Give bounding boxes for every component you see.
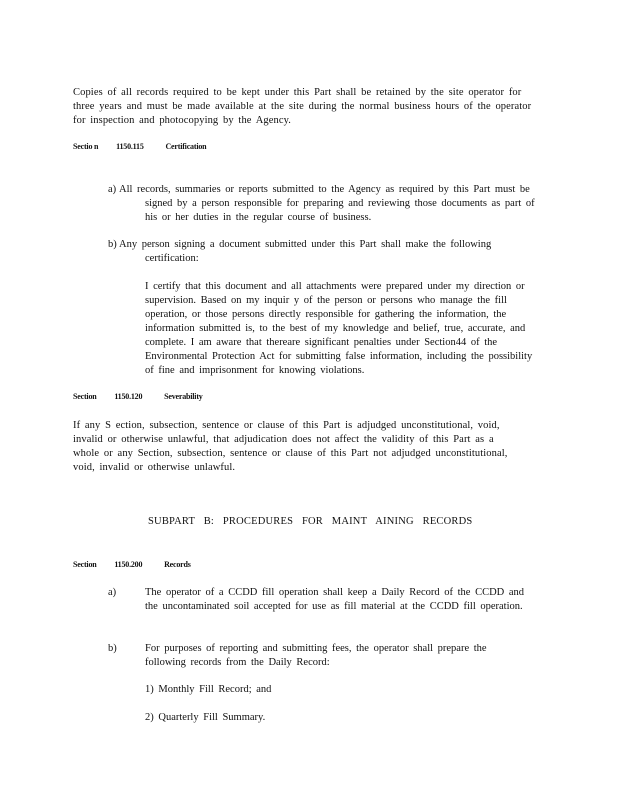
records-item-a: The operator of a CCDD fill operation shall keep a Daily Record of the CCDD and the uncontaminated soil accepted for use as fill material at the CCDD fill operation. (145, 587, 525, 612)
section-heading-1150-120 (73, 392, 203, 401)
section-title: Severability (164, 392, 203, 401)
certification-statement: I certify that this document and all attachments were prepared under my direction or supervision. Based on my inquir y of the person or persons who manage the fill operation, or those persons directly responsible for gathering the information, the information submitted is, to the best of my knowledge and belief, true, accurate, and complete. I am aware that thereare significant penalties under Section44 of the Environmental Protection Act for submitting false information, including the possibility of fine and imprisonment for knowing violations. (145, 281, 533, 376)
record-list-item-2: 2) Quarterly Fill Summary. (145, 712, 266, 723)
section-title: Records (164, 560, 191, 569)
item-marker-a: a) (108, 184, 117, 195)
records-item-b: For purposes of reporting and submitting fees, the operator shall prepare the following records from the Daily Record: (145, 643, 487, 668)
section-title: Certification (165, 142, 207, 151)
section-number: 1150.120 (114, 392, 143, 401)
section-heading-1150-115 (73, 142, 206, 151)
section-label: Sectio n (73, 142, 99, 151)
section-label: Section (73, 560, 97, 569)
certification-item-a: All records, summaries or reports submitted to the Agency as required by this Part must be signed by a person responsible for preparing and reviewing those documents as part of his or her duties in the regular course of business. (119, 184, 535, 223)
section-number: 1150.115 (116, 142, 144, 151)
subpart-heading: SUBPART B: PROCEDURES FOR MAINT AINING RECORDS (148, 516, 473, 527)
item-marker-b: b) (108, 643, 117, 654)
section-label: Section (73, 392, 97, 401)
retention-paragraph: Copies of all records required to be kept under this Part shall be retained by the site operator for three years and must be made available at the site during the normal business hours of the operator for inspection and photocopying by the Agency. (73, 87, 532, 126)
section-heading-1150-200 (73, 560, 191, 569)
item-marker-a: a) (108, 587, 117, 598)
section-number: 1150.200 (114, 560, 143, 569)
record-list-item-1: 1) Monthly Fill Record; and (145, 684, 272, 695)
item-marker-b: b) (108, 239, 117, 250)
severability-paragraph: If any S ection, subsection, sentence or clause of this Part is adjudged unconstitutional, void, invalid or otherwise unlawful, that adjudication does not affect the validity of this Part as a whole or any Section, subsection, sentence or clause of this Part not adjudged unconstitutional, void, invalid or otherwise unlawful. (73, 420, 508, 473)
certification-item-b: Any person signing a document submitted under this Part shall make the following certification: (119, 239, 492, 264)
